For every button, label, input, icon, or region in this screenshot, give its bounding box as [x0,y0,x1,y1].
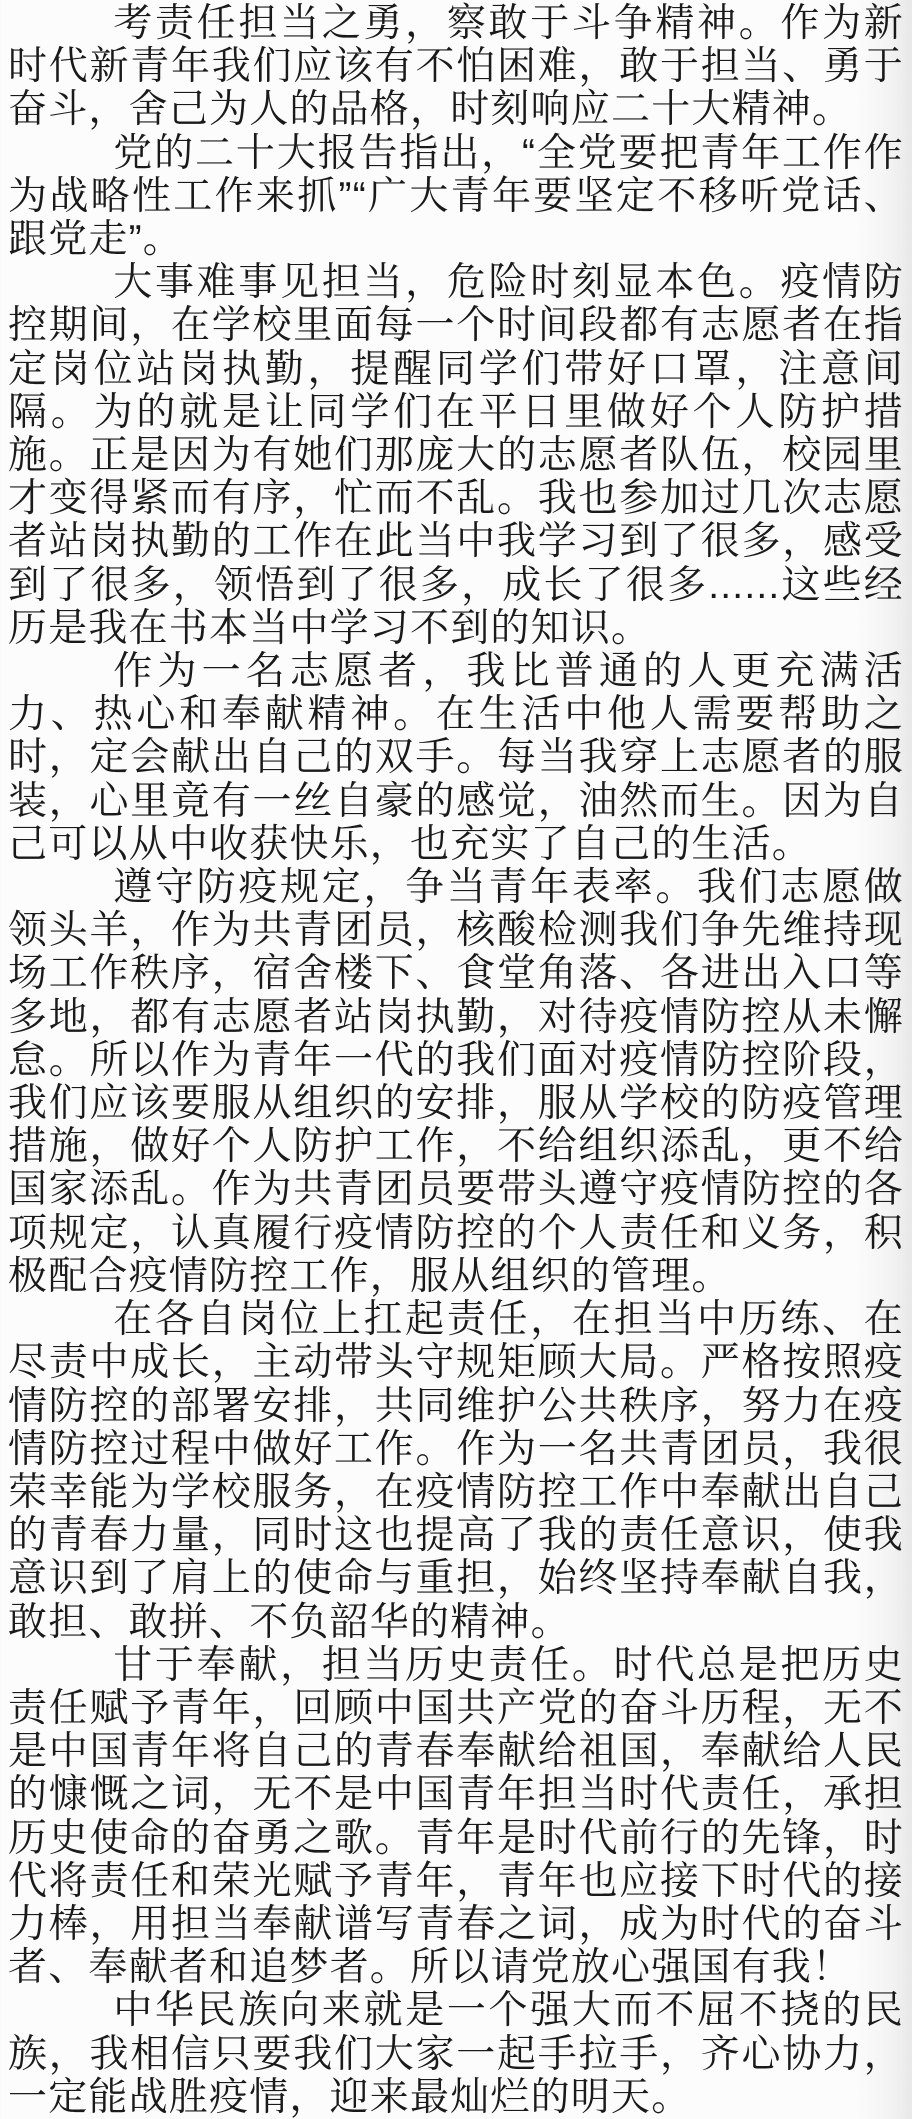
essay-paragraph: 党的二十大报告指出，“全党要把青年工作作为战略性工作来抓”“广大青年要坚定不移听党话、跟党走”。 [8,131,904,262]
essay-paragraph: 考责任担当之勇，察敢于斗争精神。作为新时代新青年我们应该有不怕困难，敢于担当、勇于奋斗，舍己为人的品格，时刻响应二十大精神。 [8,2,904,132]
essay-paragraph: 遵守防疫规定，争当青年表率。我们志愿做领头羊，作为共青团员，核酸检测我们争先维持现场工作秩序，宿舍楼下、食堂角落、各进出入口等多地，都有志愿者站岗执勤，对待疫情防控从未懈怠。所以作为青年一代的我们面对疫情防控阶段，我们应该要服从组织的安排，服从学校的防疫管理措施，做好个人防护工作，不给组织添乱，更不给国家添乱。作为共青团员要带头遵守疫情防控的各项规定，认真履行疫情防控的个人责任和义务，积极配合疫情防控工作，服从组织的管理。 [8,866,904,1298]
essay-body [8,2,904,2119]
essay-paragraph: 甘于奉献，担当历史责任。时代总是把历史责任赋予青年，回顾中国共产党的奋斗历程，无不是中国青年将自己的青春奉献给祖国，奉献给人民的慷慨之词，无不是中国青年担当时代责任，承担历史使命的奋勇之歌。青年是时代前行的先锋，时代将责任和荣光赋予青年，青年也应接下时代的接力棒，用担当奉献谱写青春之词，成为时代的奋斗者、奉献者和追梦者。所以请党放心强国有我！ [8,1643,904,1990]
essay-paragraph: 中华民族向来就是一个强大而不屈不挠的民族，我相信只要我们大家一起手拉手，齐心协力，一定能战胜疫情，迎来最灿烂的明天。 [8,1989,904,2119]
essay-paragraph: 在各自岗位上扛起责任，在担当中历练、在尽责中成长，主动带头守规矩顾大局。严格按照疫情防控的部署安排，共同维护公共秩序，努力在疫情防控过程中做好工作。作为一名共青团员，我很荣幸能为学校服务，在疫情防控工作中奉献出自己的青春力量，同时这也提高了我的责任意识，使我意识到了肩上的使命与重担，始终坚持奉献自我，敢担、敢拼、不负韶华的精神。 [8,1298,904,1644]
essay-paragraph: 作为一名志愿者，我比普通的人更充满活力、热心和奉献精神。在生活中他人需要帮助之时，定会献出自己的双手。每当我穿上志愿者的服装，心里竟有一丝自豪的感觉，油然而生。因为自己可以从中收获快乐，也充实了自己的生活。 [8,650,904,866]
essay-paragraph: 大事难事见担当，危险时刻显本色。疫情防控期间，在学校里面每一个时间段都有志愿者在指定岗位站岗执勤，提醒同学们带好口罩，注意间隔。为的就是让同学们在平日里做好个人防护措施。正是因为有她们那庞大的志愿者队伍，校园里才变得紧而有序，忙而不乱。我也参加过几次志愿者站岗执勤的工作在此当中我学习到了很多，感受到了很多，领悟到了很多，成长了很多......这些经历是我在书本当中学习不到的知识。 [8,261,904,650]
